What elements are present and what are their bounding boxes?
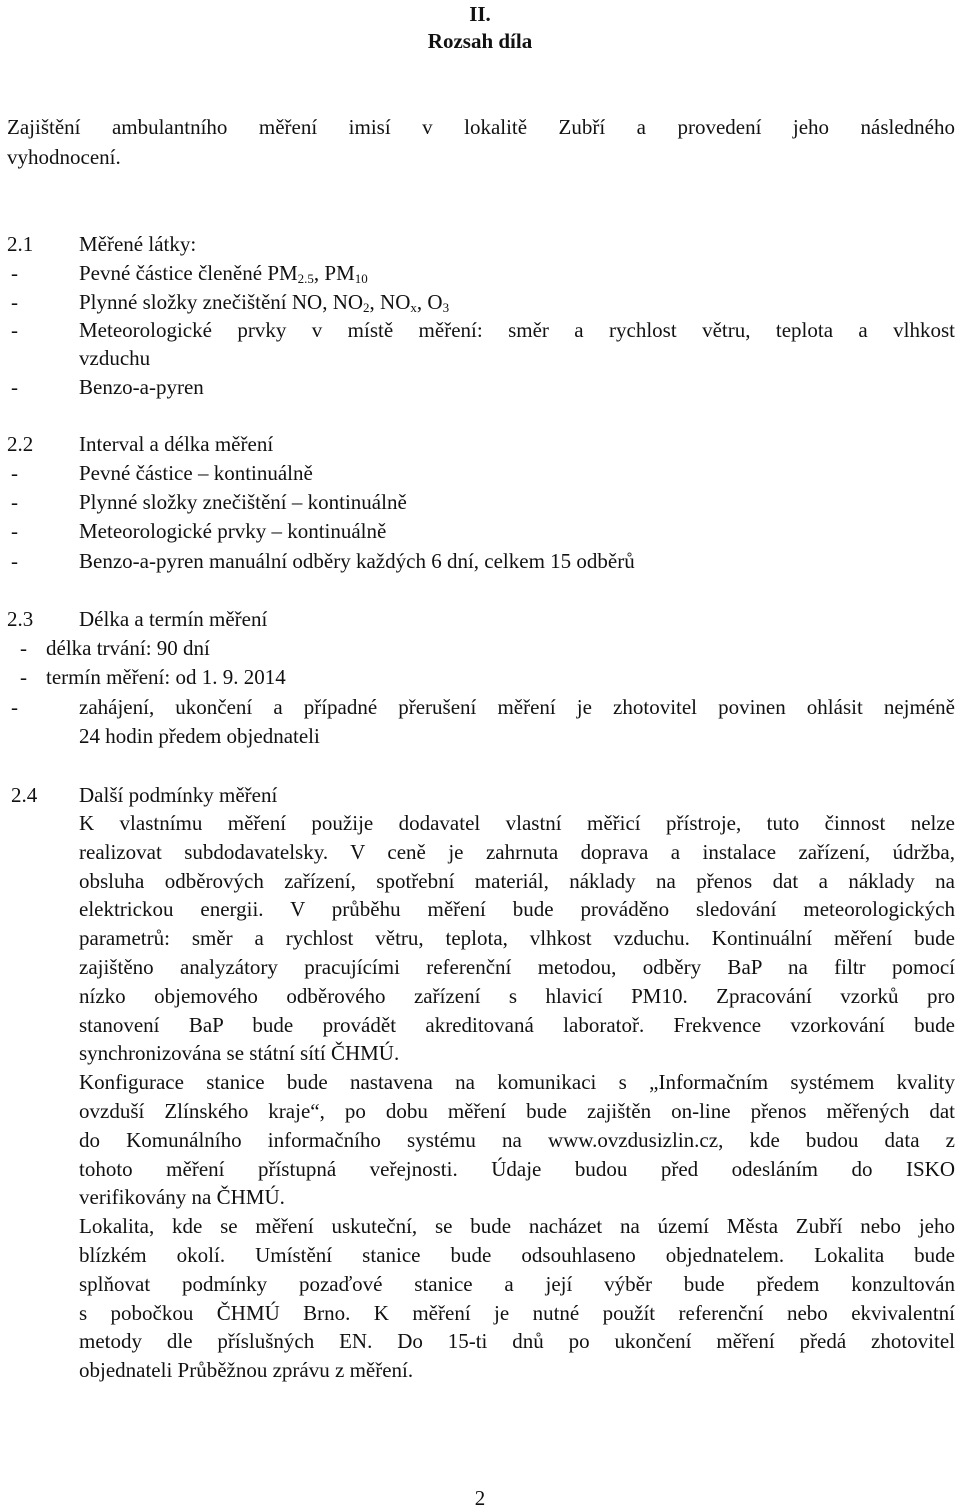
list-item: Meteorologické prvky – kontinuálně — [79, 519, 387, 543]
list-dash: - — [11, 318, 18, 342]
page-title: Rozsah díla — [427, 29, 533, 53]
paragraph-line: K vlastnímu měření použije dodavatel vlastní měřicí přístroje, tuto činnost nelze — [79, 811, 955, 835]
list-item: délka trvání: 90 dní — [46, 636, 210, 660]
section-number: 2.1 — [7, 232, 34, 256]
list-dash: - — [11, 261, 18, 285]
list-dash: - — [11, 519, 18, 543]
list-item: termín měření: od 1. 9. 2014 — [46, 665, 286, 689]
list-item: Pevné částice členěné $PM_{2.5}$, $PM_{10}$ — [79, 261, 368, 286]
list-dash: - — [20, 636, 27, 660]
section-paragraph — [79, 809, 955, 1385]
list-item: Meteorologické prvky v místě měření: směr a rychlost větru, teplota a vlhkost — [79, 318, 955, 342]
list-item: Plynné složky znečištění NO, $NO_2$, $NO_x$, $O_3$ — [79, 290, 450, 315]
section-number: 2.2 — [7, 432, 34, 456]
section-title: Další podmínky měření — [79, 783, 278, 807]
list-dash: - — [11, 290, 18, 314]
list-item: Plynné složky znečištění – kontinuálně — [79, 490, 407, 514]
paragraph-line: stanovení BaP bude provádět akreditovaná laboratoř. Frekvence vzorkování bude — [79, 1012, 955, 1037]
list-dash: - — [11, 461, 18, 485]
list-item: Benzo-a-pyren manuální odběry každých 6 dní, celkem 15 odběrů — [79, 549, 635, 573]
paragraph-line: verifikovány na ČHMÚ. — [79, 1185, 285, 1210]
list-dash: - — [11, 375, 18, 399]
list-dash: - — [11, 490, 18, 514]
paragraph-line: ovzduší Zlínského kraje“, po dobu měření bude zajištěn on-line přenos měřených dat — [79, 1098, 955, 1123]
list-dash: - — [11, 549, 18, 573]
section-number: 2.4 — [11, 783, 38, 807]
paragraph-line: tohoto měření přístupná veřejnosti. Údaje budou před odesláním do ISKO — [79, 1156, 955, 1181]
section-title: Interval a délka měření — [79, 432, 274, 456]
list-item: Pevné částice – kontinuálně — [79, 461, 313, 485]
paragraph-line: nízko objemového odběrového zařízení s hlavicí PM10. Zpracování vzorků pro — [79, 983, 955, 1008]
list-dash: - — [11, 695, 18, 719]
section-title: Měřené látky: — [79, 232, 197, 256]
paragraph-line: splňovat podmínky pozaďové stanice a její výběr bude předem konzultován — [79, 1271, 955, 1296]
list-dash: - — [20, 665, 27, 689]
paragraph-line: Konfigurace stanice bude nastavena na komunikaci s „Informačním systémem kvality — [79, 1070, 955, 1095]
list-item: Benzo-a-pyren — [79, 375, 204, 399]
paragraph-line: objednateli Průběžnou zprávu z měření. — [79, 1358, 414, 1383]
section-title: Délka a termín měření — [79, 607, 268, 631]
intro-line-1: Zajištění ambulantního měření imisí v lokalitě Zubří a provedení jeho následného — [7, 115, 955, 139]
paragraph-line: Lokalita, kde se měření uskuteční, se bude nacházet na území Města Zubří nebo jeho — [79, 1214, 955, 1239]
paragraph-line: metody dle příslušných EN. Do 15-ti dnů po ukončení měření předá zhotovitel — [79, 1329, 955, 1354]
list-item: zahájení, ukončení a případné přerušení měření je zhotovitel povinen ohlásit nejméně — [79, 695, 955, 719]
paragraph-line: s pobočkou ČHMÚ Brno. K měření je nutné použít referenční nebo ekvivalentní — [79, 1300, 955, 1325]
paragraph-line: elektrickou energii. V průběhu měření bude prováděno sledování meteorologických — [79, 897, 955, 922]
paragraph-line: zajištěno analyzátory pracujícími referenční metodou, odběry BaP na filtr pomocí — [79, 954, 955, 979]
list-item-continuation: vzduchu — [79, 346, 151, 370]
paragraph-line: blízkém okolí. Umístění stanice bude odsouhlaseno objednatelem. Lokalita bude — [79, 1242, 955, 1267]
paragraph-line: parametrů: směr a rychlost větru, teplota, vlhkost vzduchu. Kontinuální měření bude — [79, 926, 955, 951]
section-roman: II. — [469, 2, 491, 26]
paragraph-line: obsluha odběrových zařízení, spotřební materiál, náklady na přenos dat a náklady na — [79, 868, 955, 893]
section-number: 2.3 — [7, 607, 34, 631]
intro-line-2: vyhodnocení. — [7, 145, 121, 169]
list-item-continuation: 24 hodin předem objednateli — [79, 724, 320, 748]
paragraph-line: synchronizována se státní sítí ČHMÚ. — [79, 1041, 400, 1066]
page-number: 2 — [474, 1486, 486, 1510]
paragraph-line: realizovat subdodavatelsky. V ceně je zahrnuta doprava a instalace zařízení, údržba, — [79, 839, 955, 864]
paragraph-line: do Komunálního informačního systému na www.ovzdusizlin.cz, kde budou data z — [79, 1127, 955, 1152]
